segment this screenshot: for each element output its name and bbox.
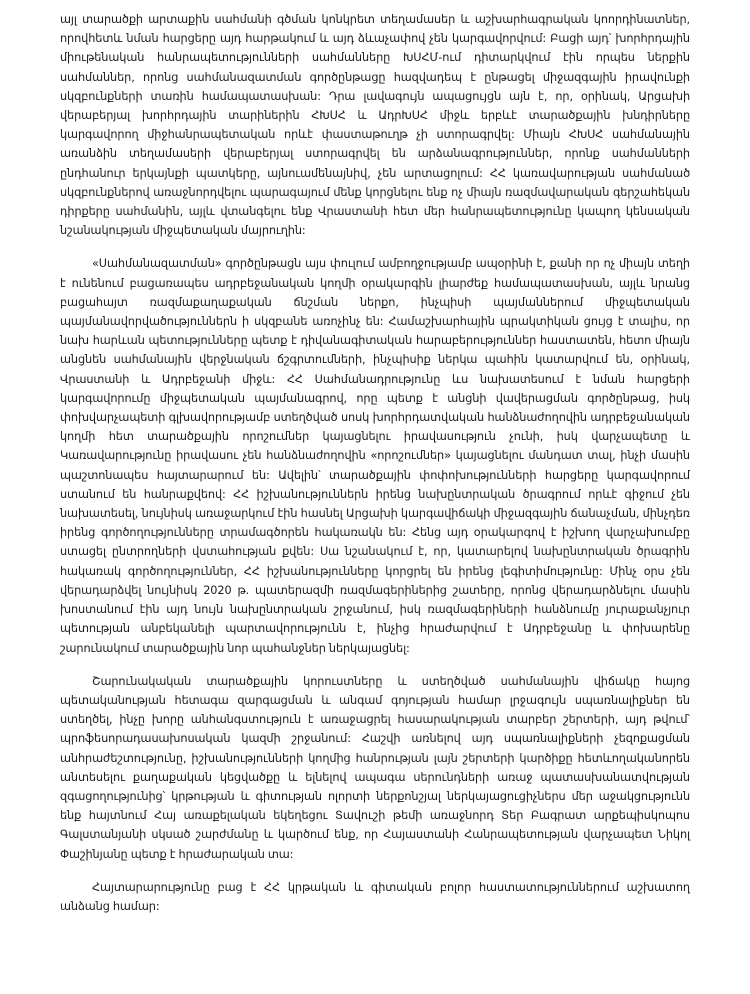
paragraph-3: Շարունակական տարածքային կորուստները և ստեղծված սահմանային վիճակը հայոց պետականության հետագա զարգացման և անգամ գոյության համար լրջագույն սպառնալիքներ են ստեղծել, ինչը խորը անհանգստություն է առաջացրել հասարակության տարբեր շերտերի, այդ թվում՝ պրոֆեսորադասախոսական կազմի շրջանում: Հաշվի առնելով այդ սպառնալիքների չեզոքացման անհրաժեշտությունը, իշխանությունների կողմից հանրության լայն շերտերի կարծիքը հետևողականորեն անտեսելու քաղաքական կեցվածքը և ելնելով ապագա սերունդների առաջ պատասխանատվության զգացողությունից՝ կրթության և գիտության ոլորտի ներքոնշյալ ներկայացուցիչներս մեր աջակցությունն ենք հայտնում Հայ առաքելական եկեղեցու Տավուշի թեմի առաջնորդ Տեր Բագրատ արքեպիսկոպոս Գալստանյանի սկսած շարժմանը և կարծում ենք, որ Հայաստանի Հանրապետության վարչապետ Նիկոլ Փաշինյանը պետք է հրաժարական տա: — [60, 674, 690, 861]
paragraph-4: Հայտարարությունը բաց է ՀՀ կրթական և գիտական բոլոր հաստատություններում աշխատող անձանց համար: — [60, 880, 690, 913]
paragraph-1: այլ տարածքի արտաքին սահմանի գծման կոնկրետ տեղամասեր և աշխարհագրական կոորդինատներ, որովհետև նման հարցերը այդ հարթակում և այդ ձևաչափով չեն կարգավորվում: Բացի այդ՝ խորհրդային միութենական հանրապետությունների սահմանները ԽՍՀՄ-ում դիտարկվում էին որպես ներքին սահմաններ, որոնց սահմանազատման գործընթացը հազվադեպ է ընթացել միջազգային իրավունքի սկզբունքների տառին համապատասխան: Դրա լավագույն ապացույցն այն է, որ, օրինակ, Արցախի վերաբերյալ խորհրդային տարիներին ՀԽՍՀ և ԱդրԽՍՀ միջև երբևէ տարածքային խնդիրները կարգավորող միջհանրապետական որևէ փաստաթուղթ չի ստորագրվել: Միայն ՀԽՍՀ սահմանային առանձին տեղամասերի վերաբերյալ ստորագրվել են արձանագրություններ, որոնք սահմանների ընդհանուր երկայնքի պատկերը, այնուամենայնիվ, չեն արտացոլում: ՀՀ կառավարության սահմանած սկզբունքներով առաջնորդվելու պարագայում մենք կորցնելու ենք ոչ միայն ռազմավարական գերշահեկան դիրքերը սահմանին, այլև վտանգելու ենք Վրաստանի հետ մեր հանրապետությունը կապող կենսական նշանակության միջպետական մայրուղին: — [60, 13, 690, 238]
paragraph-2: «Սահմանազատման» գործընթացն այս փուլում ամբողջությամբ ապօրինի է, քանի որ ոչ միայն տեղի է ունենում բացառապես ադրբեջանական կողմի օրակարգին լիարժեք համապատասխան, այլև նրանց բացահայտ ռազմաքաղաքական ճնշման ներքո, ինչպիսի պայմաններում միջպետական պայմանավորվածություններն ի սկզբանե առոչինչ են: Համաշխարհային պրակտիկան ցույց է տալիս, որ նախ հարևան պետությունները պետք է դիվանագիտական հարաբերություններ հաստատեն, հետո միայն անցնեն սահմանային վերջնական ճշգրտումների, ինչպիսիք ներկա պահին կատարվում են, օրինակ, Վրաստանի և Ադրբեջանի միջև: ՀՀ Սահմանադրությունը ևս նախատեսում է նման հարցերի կարգավորումը միջպետական պայմանագրով, որը պետք է անցնի վավերացման գործընթաց, իսկ փոխվարչապետի գլխավորությամբ ստեղծված սոսկ խորհրդատվական հանձնաժողովին ադրբեջանական կողմի հետ տարածքային որոշումներ կայացնելու իրավասություն չունի, իսկ վարչապետը և Կառավարությունը իրավասու չեն հանձնաժողովին «որոշումներ» կայացնելու մանդատ տալ, ինչի մասին պաշտոնապես հայտարարում են: Ավելին՝ տարածքային փոփոխությունների հարցերը կարգավորում ստանում են հանրաքվեով: ՀՀ իշխանություններն իրենց նախընտրական ծրագրում որևէ գիջում չեն նախատեսել, նույնիսկ առաջարկում էին հասնել Արցախի կարգավիճակի միջազգային ճանաչման, մինչդեռ իրենց գործողությունները տրամագծորեն հակառակն են: Հենց այդ օրակարգով է իշխող վարչախումբը ստացել ընտրողների վստահության քվեն: Սա նշանակում է, որ, կատարելով նախընտրական ծրագրին հակառակ գործողություններ, ՀՀ իշխանությունները կորցրել են իրենց լեգիտիմությունը: Մինչ օրս չեն վերադարձվել նույնիսկ 2020 թ. պատերազմի ռազմագերիներից շատերը, որոնց վերադարձնելու մասին խոստանում էին այդ նույն նախընտրական շրջանում, իսկ ռազմագերիների հանձնումը յուրաքանչյուր պետության անբեկանելի պարտավորությունն է, ինչից հրաժարվում է Ադրբեջանը և փոխարենը շարունակում տարածքային նոր պահանջներ ներկայացնել: — [60, 257, 690, 655]
